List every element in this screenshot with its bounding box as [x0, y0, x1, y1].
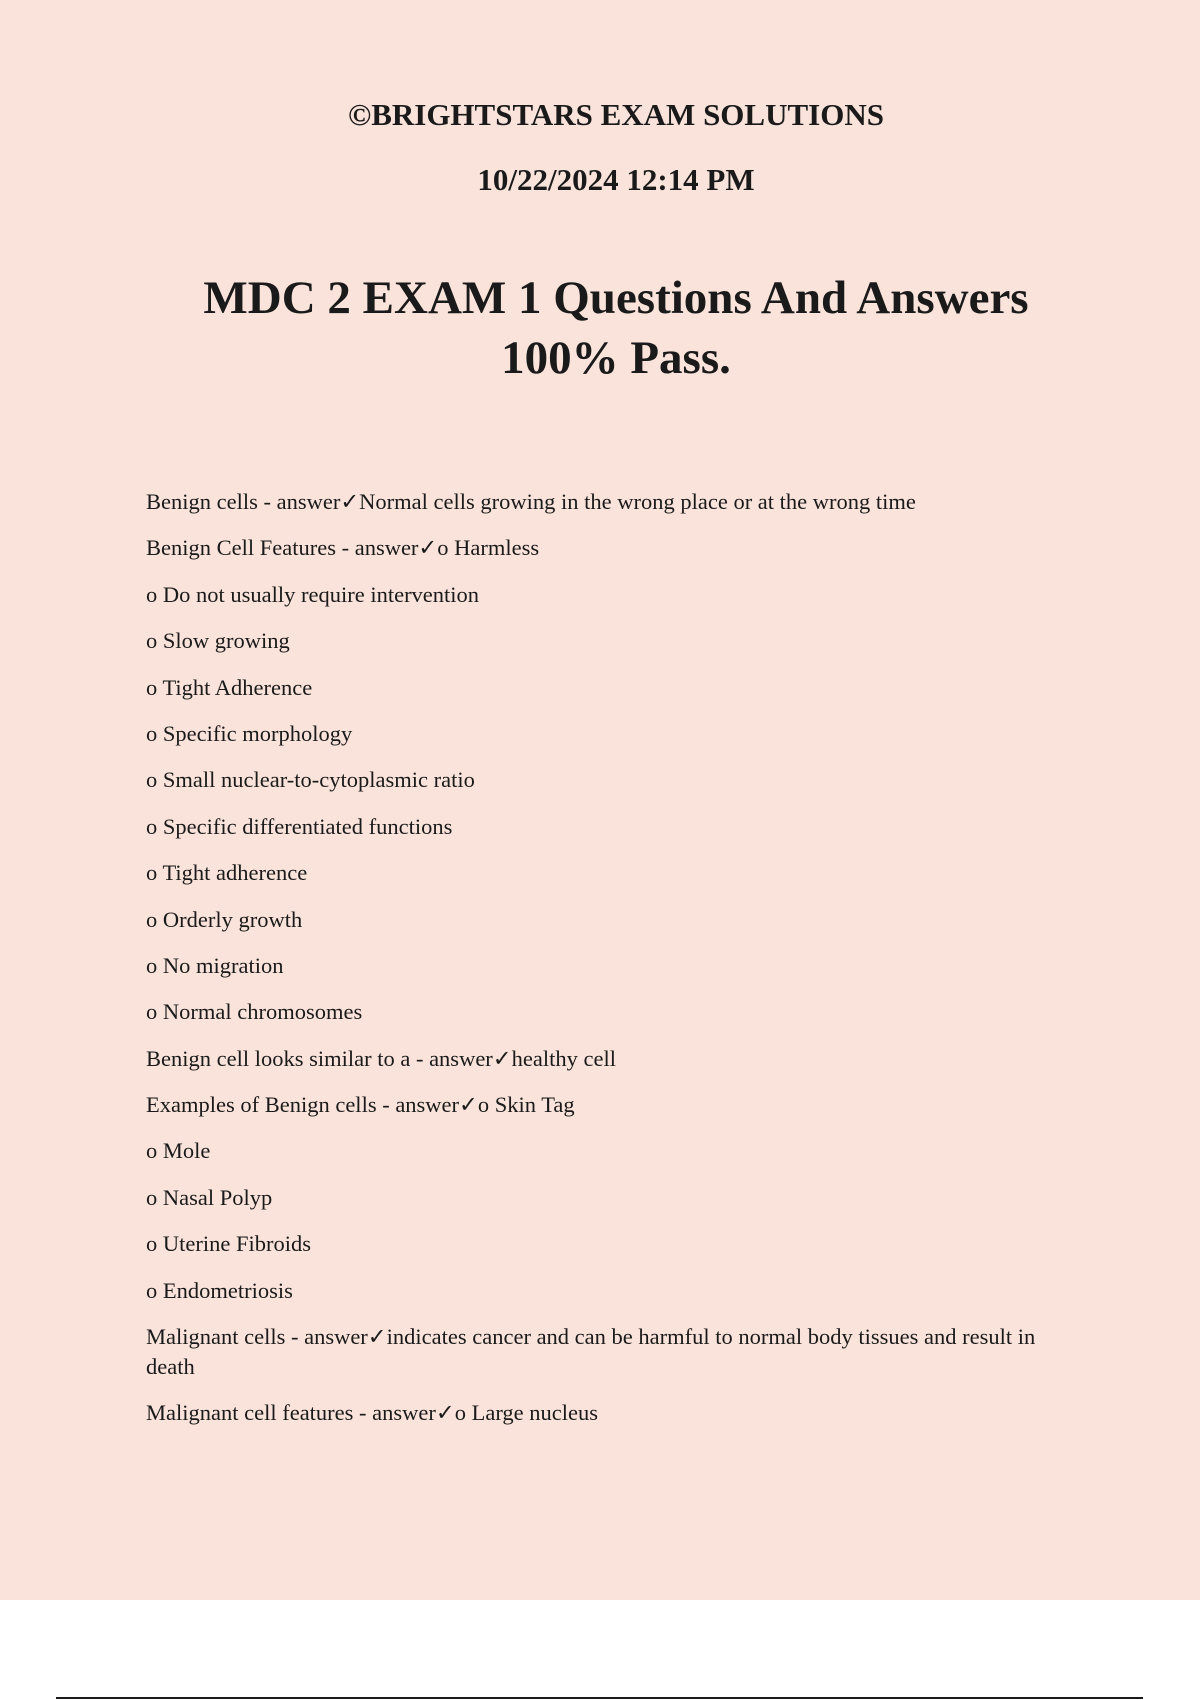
qa-line: o Small nuclear-to-cytoplasmic ratio: [146, 767, 475, 793]
qa-line: o Uterine Fibroids: [146, 1231, 311, 1257]
qa-line: o Nasal Polyp: [146, 1184, 273, 1210]
document-title: [150, 268, 1082, 388]
qa-line: Examples of Benign cells - answer✓o Skin Tag: [146, 1092, 575, 1118]
date-heading: 10/22/2024 12:14 PM: [477, 162, 755, 197]
brand-heading: ©BRIGHTSTARS EXAM SOLUTIONS: [348, 97, 884, 132]
qa-line: Malignant cell features - answer✓o Large nucleus: [146, 1400, 599, 1426]
qa-line: Malignant cells - answer✓indicates cancer and can be harmful to normal body tissues and result in death: [146, 1324, 1036, 1380]
qa-line: o No migration: [146, 952, 284, 978]
qa-line: o Endometriosis: [146, 1277, 293, 1303]
qa-line: o Normal chromosomes: [146, 999, 363, 1025]
title-line-2: 100% Pass.: [501, 332, 731, 384]
qa-line: o Orderly growth: [146, 906, 303, 932]
qa-line: o Tight adherence: [146, 860, 308, 886]
qa-line: Benign Cell Features - answer✓o Harmless: [146, 535, 540, 561]
title-line-1: MDC 2 EXAM 1 Questions And Answers: [203, 272, 1029, 324]
qa-line: Benign cells - answer✓Normal cells growing in the wrong place or at the wrong time: [146, 489, 916, 514]
qa-line: Benign cell looks similar to a - answer✓healthy cell: [146, 1045, 616, 1071]
qa-line: o Mole: [146, 1138, 211, 1164]
footer-divider: [56, 1697, 1143, 1699]
qa-line: o Specific differentiated functions: [146, 813, 453, 839]
qa-line: o Specific morphology: [146, 720, 353, 746]
qa-line: o Tight Adherence: [146, 674, 313, 700]
qa-content: [146, 487, 1086, 1445]
qa-line: o Do not usually require intervention: [146, 581, 480, 607]
qa-line: o Slow growing: [146, 628, 290, 654]
